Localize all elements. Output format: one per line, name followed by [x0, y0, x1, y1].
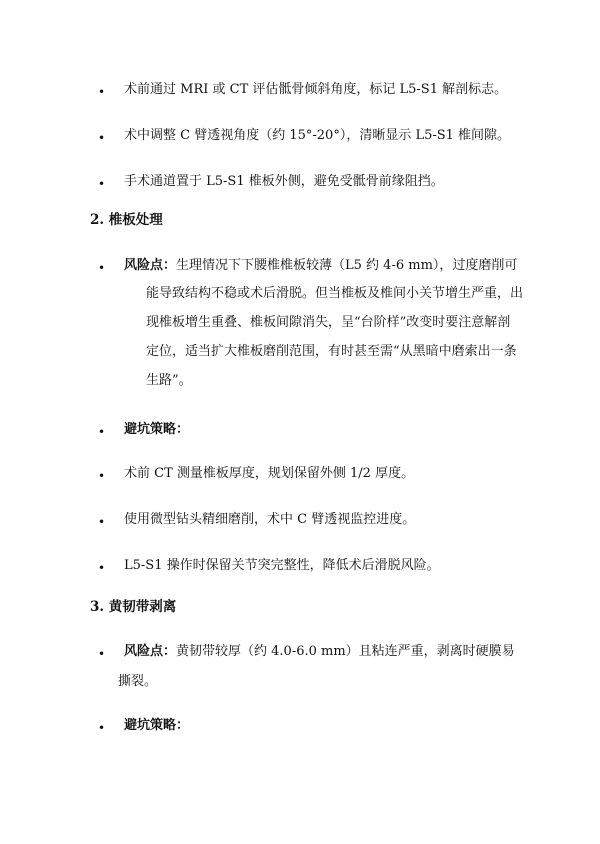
bullet-icon: • — [98, 131, 106, 145]
risk-text: 定位，适当扩大椎板磨削范围，有时甚至需“从黑暗中磨索出一条 — [146, 344, 517, 359]
strategy-label: 避坑策略： — [124, 718, 190, 733]
bullet-icon: • — [98, 469, 106, 483]
risk-line — [124, 258, 517, 274]
risk-text: 撕裂。 — [118, 674, 158, 689]
bullet-icon: • — [98, 647, 106, 661]
risk-text: 黄韧带较厚（约 4.0-6.0 mm）且粘连严重，剥离时硬膜易 — [176, 644, 515, 659]
list-item: 术前 CT 测量椎板厚度，规划保留外侧 1/2 厚度。 — [124, 466, 415, 481]
bullet-icon: • — [98, 261, 106, 275]
bullet-icon: • — [98, 561, 106, 575]
list-item: 手术通道置于 L5-S1 椎板外侧，避免受骶骨前缘阻挡。 — [124, 174, 444, 189]
list-item: 术前通过 MRI 或 CT 评估骶骨倾斜角度，标记 L5-S1 解剖标志。 — [124, 82, 508, 97]
bullet-icon: • — [98, 721, 106, 735]
risk-text: 能导致结构不稳或术后滑脱。但当椎板及椎间小关节增生严重，出 — [146, 286, 524, 301]
bullet-icon: • — [98, 85, 106, 99]
list-item: 使用微型钻头精细磨削，术中 C 臂透视监控进度。 — [124, 512, 416, 527]
section-heading: 2. 椎板处理 — [90, 212, 163, 228]
risk-text: 生路”。 — [146, 373, 192, 388]
risk-text: 现椎板增生重叠、椎板间隙消失，呈“台阶样”改变时要注意解剖 — [146, 315, 511, 330]
risk-label: 风险点： — [124, 644, 177, 659]
bullet-icon: • — [98, 425, 106, 439]
risk-text: 生理情况下下腰椎椎板较薄（L5 约 4-6 mm），过度磨削可 — [176, 258, 518, 273]
section-heading: 3. 黄韧带剥离 — [90, 599, 177, 615]
risk-label: 风险点： — [124, 258, 177, 273]
bullet-icon: • — [98, 515, 106, 529]
strategy-label: 避坑策略： — [124, 422, 190, 437]
risk-line — [124, 644, 515, 660]
list-item: L5-S1 操作时保留关节突完整性，降低术后滑脱风险。 — [124, 558, 440, 573]
list-item: 术中调整 C 臂透视角度（约 15°-20°），清晰显示 L5-S1 椎间隙。 — [124, 128, 511, 143]
bullet-icon: • — [98, 177, 106, 191]
